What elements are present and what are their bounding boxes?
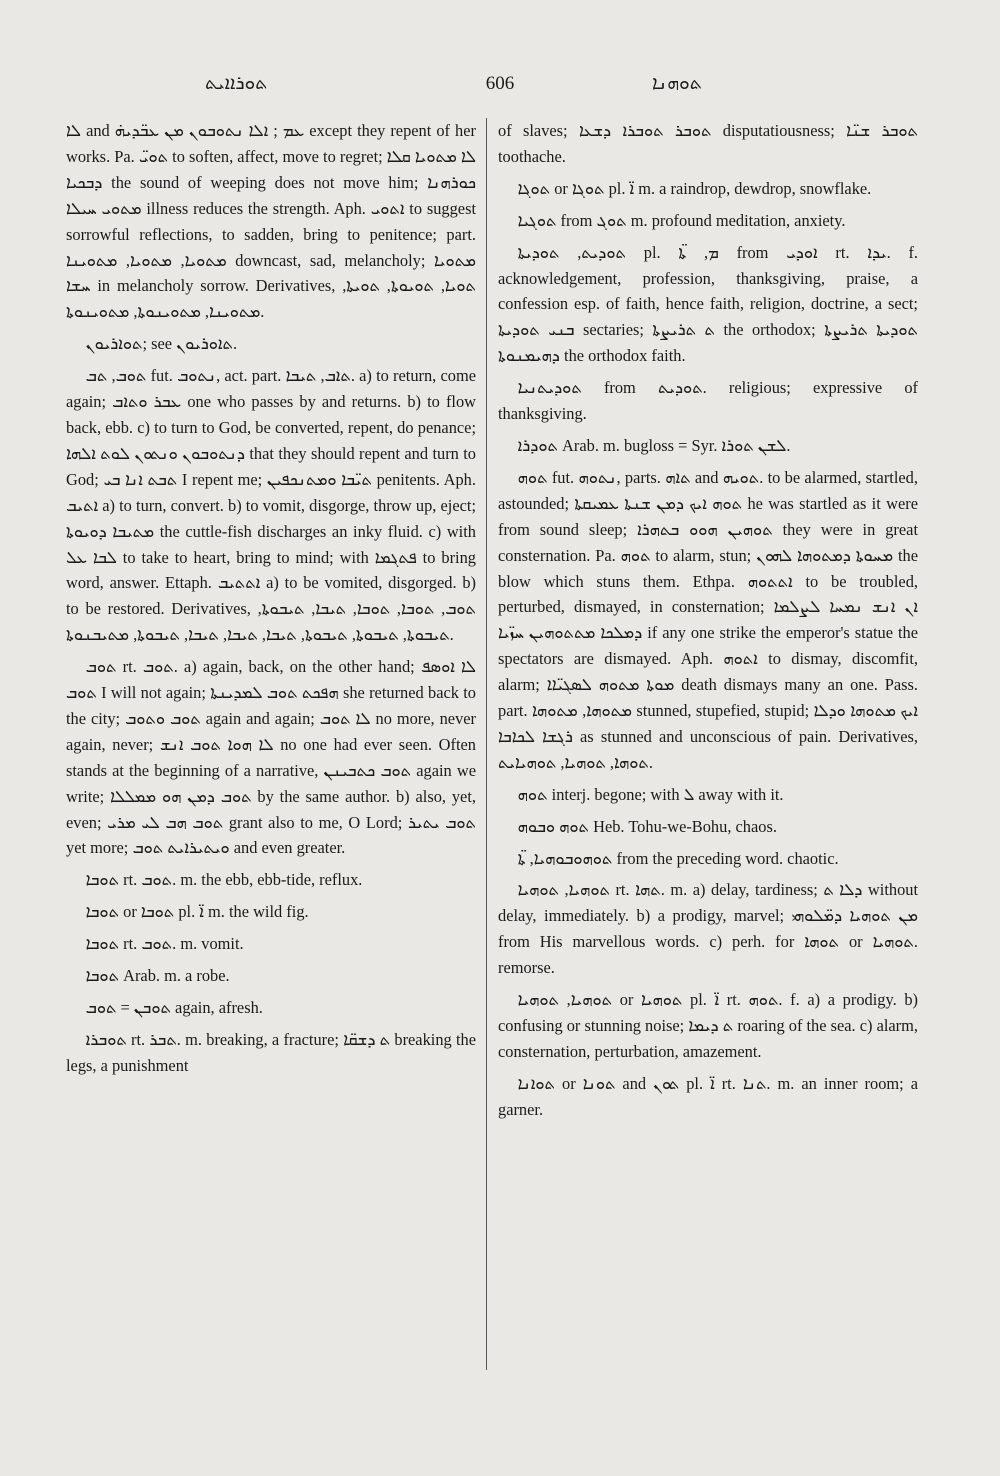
entry-chaotic: ܬܘܗܘܒܘܗܝܐ, ܬܐ̈ from the preceding word. chaotic.: [517, 848, 839, 868]
entry-alarmed: ܬܘܗ fut. ܢܬܘܗ, parts. ܬܐܗ and ܬܘܝܗ. to be alarmed, startled, astounded; ܬܘܗ ܐܝܟ ܕܡܢ ܫܢܬܐ ܥܡܝܩܬܐ he was startled as it were from sound sleep; ܬܘܗܝܢ ܗܘܘ ܒܬܗܪܐ they were in great consternation. Pa. ܬܘܗ to alarm, stun; ܡܚܘܬܐ ܕܡܬܘܗܐ ܠܗܘܢ the blow which stuns them. Ethpa. ܐܬܬܘܗ to be troubled, perturbed, dismayed, in consternation; ܐܢ ܐܢܫ ܢܡܚܐ ܠܨܠܡܐ ܕܡܠܟܐ ܡܬܬܘܗܝܢ ܚܙ̈ܝܐ if any one strike the emperor's statue the spectators are dismayed. Aph. ܐܬܘܗ to dismay, discomfit, alarm; ܡܘܬܐ ܡܬܘܗ ܠܣܓܝ̈ܐܐ death dismays many an one. Pass. part. ܡܬܘܗܐ, ܡܬܘܗܐ stunned, stupefied, stupid; ܐܝܟ ܡܬܘܗܐ ܘܕܠܐ ܪܓܫܐ ܠܟܐܒܐ as stunned and unconscious of pain. Derivatives, ܬܘܗܐ, ܬܘܗܝܐ, ܬܘܗܝܐܝܬ.: [498, 467, 919, 772]
right-column: [498, 118, 918, 1129]
entry-fracture: ܬܘܒܪܐ rt. ܬܒܪ. m. breaking, a fracture; ܬ ܕܫܩ̈ܐ breaking the legs, a punishment: [66, 1029, 476, 1075]
entry-religious: ܬܘܕܝܬܢܝܐ from ܬܘܕܝܬ. religious; expressive of thanksgiving.: [498, 378, 918, 424]
entry-bugloss: ܬܘܕܪܐ Arab. m. bugloss = Syr. ܠܫܢ ܬܘܪܐ.: [517, 435, 791, 455]
page-number: 606: [485, 73, 515, 94]
column-rule: [486, 118, 487, 1370]
entry-ebb: ܬܘܒܐ rt. ܬܘܒ. m. the ebb, ebb-tide, reflux.: [85, 870, 363, 890]
entry-thanksgiving: ܬܘܕܝܬ, ܬܘܕܝܬܐ pl. ܡ, ܬܐ̈ from ܐܘܕܝ rt. ܝܕܐ. f. acknowledgement, profession, thanksgiving, praise, a confession esp. of faith, hence faith, religion, doctrine, a sect; ܒܢܝ ܬܘܕܝܬܐ sectaries; ܬ ܬܪܝܨܬܐ the orthodox; ܬܘܕܝܬܐ ܬܪܝܨܬܐ ܕܗܝܡܢܘܬܐ the orthodox faith.: [498, 242, 919, 366]
entry-prodigy: ܬܘܗܝܐ, ܬܘܗܝܐ or ܬܘܗܝܐ pl. ܐ̈ rt. ܬܘܗ. f. a) a prodigy. b) confusing or stunning noise; ܬ ܕܝܡܐ roaring of the sea. c) alarm, consternation, perturbation, amazement.: [498, 990, 918, 1061]
left-column: [66, 118, 476, 1085]
entry-thub-adverb: ܬܘܒ rt. ܬܘܒ. a) again, back, on the other hand; ܠܐ ܐܘܣܦ ܬܘܒ I will not again; ܗܦܟܬ ܬܘܒ ܠܡܕܝܢܬܐ she returned back to the city; ܬܘܒ ܘܬܘܒ again and again; ܠܐ ܬܘܒ no more, never again, never; ܠܐ ܗܘܐ ܬܘܒ ܐܢܫ no one had ever seen. Often stands at the beginning of a narrative, ܬܘܒ ܟܬܒܝܢܢ again we write; ܬܘܒ ܕܡܢ ܗܘ ܡܡܠܠܐ by the same author. b) also, yet, even; ܬܘܒ ܗܒ ܠܝ ܡܪܝ grant also to me, O Lord; ܬܘܒ ܝܬܝܪ yet more; ܘܝܬܝܪܐܝܬ ܬܘܒ and even greater.: [66, 657, 477, 858]
entry-robe: ܬܘܒܐ Arab. m. a robe.: [85, 966, 230, 986]
entry-thawriyon: ܬܘܐܪܝܘܢ; see ܬܐܘܪܝܘܢ.: [85, 334, 238, 354]
entry-wild-fig: ܬܘܒܐ or ܬܘܒܐ pl. ܐ̈ m. the wild fig.: [85, 902, 309, 922]
entry-continuation: ܠܐ and ܥܡ ; ܐܠܐ ܢܬܘܒܘܢ ܡܢ ܥܒ̈ܕܝܗ̇ except they repent of her works. Pa. ܬܘܝ̈ to soften, affect, move to regret; ܠܐ ܡܬܘܝܐ ܩܠܐ ܕܒܟܝܐ the sound of weeping does not move him; ܟܘܪܗܢܐ ܡܬܘܝ ܚܝܠܐ illness reduces the strength. Aph. ܐܬܘܝ to suggest sorrowful reflections, to sadden, bring to penitence; part. ܡܬܘܝܐ, ܡܬܘܝܐ, ܡܬܘܝܢܐ downcast, sad, melancholy; ܡܬܘܝܐ ܚܫܐ in melancholy sorrow. Derivatives, ܬܘܝܐ, ܬܘܝܘܬܐ, ܬܘܝܬܐ, ܡܬܘܝܢܐ, ܡܬܘܝܢܘܬܐ, ܡܬܘܝܢܘܬܐ.: [66, 121, 477, 322]
left-running-head: ܬܘܪܐܐܝܬ: [205, 73, 268, 94]
entry-again-afresh: ܬܘܒܢ = ܬܘܒ again, afresh.: [85, 998, 263, 1017]
entry-vomit: ܬܘܒܐ rt. ܬܘܒ. m. vomit.: [85, 934, 244, 954]
entry-meditation: ܬܘܓܝܐ from ܬܘܓ m. profound meditation, anxiety.: [517, 210, 846, 230]
entry-raindrop: ܬܘܓܐ or ܬܘܓܐ pl. ܐ̈ m. a raindrop, dewdrop, snowflake.: [517, 178, 872, 198]
entry-thub-verb: ܬܘܒ, ܬܒ fut. ܢܬܘܒ, act. part. ܬܐܒ, ܬܝܒܐ. a) to return, come again; ܥܒܪ ܘܬܐܒ one who passes by and returns. b) to flow back, ebb. c) to turn to God, be converted, repent, do penance; ܕܢܬܘܒܘܢ ܘܢܬܘܢ ܠܘܬ ܐܠܗܐ that they should repent and turn to God; ܬܒܬ ܐܢܐ ܒܝ I repent me; ܬܝ̈ܒܐ ܘܡܬܢܟܦܝܢ penitents. Aph. ܐܬܝܒ a) to turn, convert. b) to vomit, disgorge, throw up, eject; ܡܬܝܒܐ ܕܘܝܘܬܐ the cuttle-fish discharges an inky fluid. c) with ܠܒܐ ܥܠ to take to heart, bring to mind; with ܦܬܓܡܐ to bring word, answer. Ettaph. ܐܬܬܝܒ a) to be vomited, disgorged. b) to be restored. Derivatives, ܬܘܒ, ܬܘܒܐ, ܬܘܒܐ, ܬܝܒܐ, ܬܝܒܘܬܐ, ܬܝܒܘܬܐ, ܬܝܒܘܬܐ, ܬܝܒܘܬܐ, ܬܝܒܐ, ܬܝܒܐ, ܬܝܒܐ, ܬܝܒܘܬܐ, ܡܬܝܒܢܘܬܐ.: [66, 366, 476, 645]
entry-fracture-continued: of slaves; ܬܘܒܪ ܬܘܒܪܐ ܕܫܥܐ disputatiousness; ܬܘܒܪ ܫܢ̈ܐ toothache.: [498, 121, 918, 166]
right-running-head: ܬܘܗܢܐ: [652, 73, 702, 94]
entry-chaos: ܬܘܗ ܘܒܘܗ Heb. Tohu-we-Bohu, chaos.: [517, 816, 777, 836]
entry-inner-room: ܬܘܐܢܐ or ܬܘܢܐ and ܬܘܢ pl. ܐ̈ rt. ܬܢܐ. m. an inner room; a garner.: [498, 1073, 918, 1119]
entry-delay: ܬܘܗܝܐ, ܬܘܗܝܐ rt. ܬܗܐ. m. a) delay, tardiness; ܕܠܐ ܬ without delay, immediately. b) a prodigy, marvel; ܡܢ ܬܘܗܝܐ ܕܡ̈ܠܘܗܝ from His marvellous words. c) perh. for ܬܘܗܐ or ܬܘܗܝܐ. remorse.: [498, 880, 919, 978]
entry-begone: ܬܘܗ interj. begone; with ܠ away with it.: [517, 784, 784, 804]
